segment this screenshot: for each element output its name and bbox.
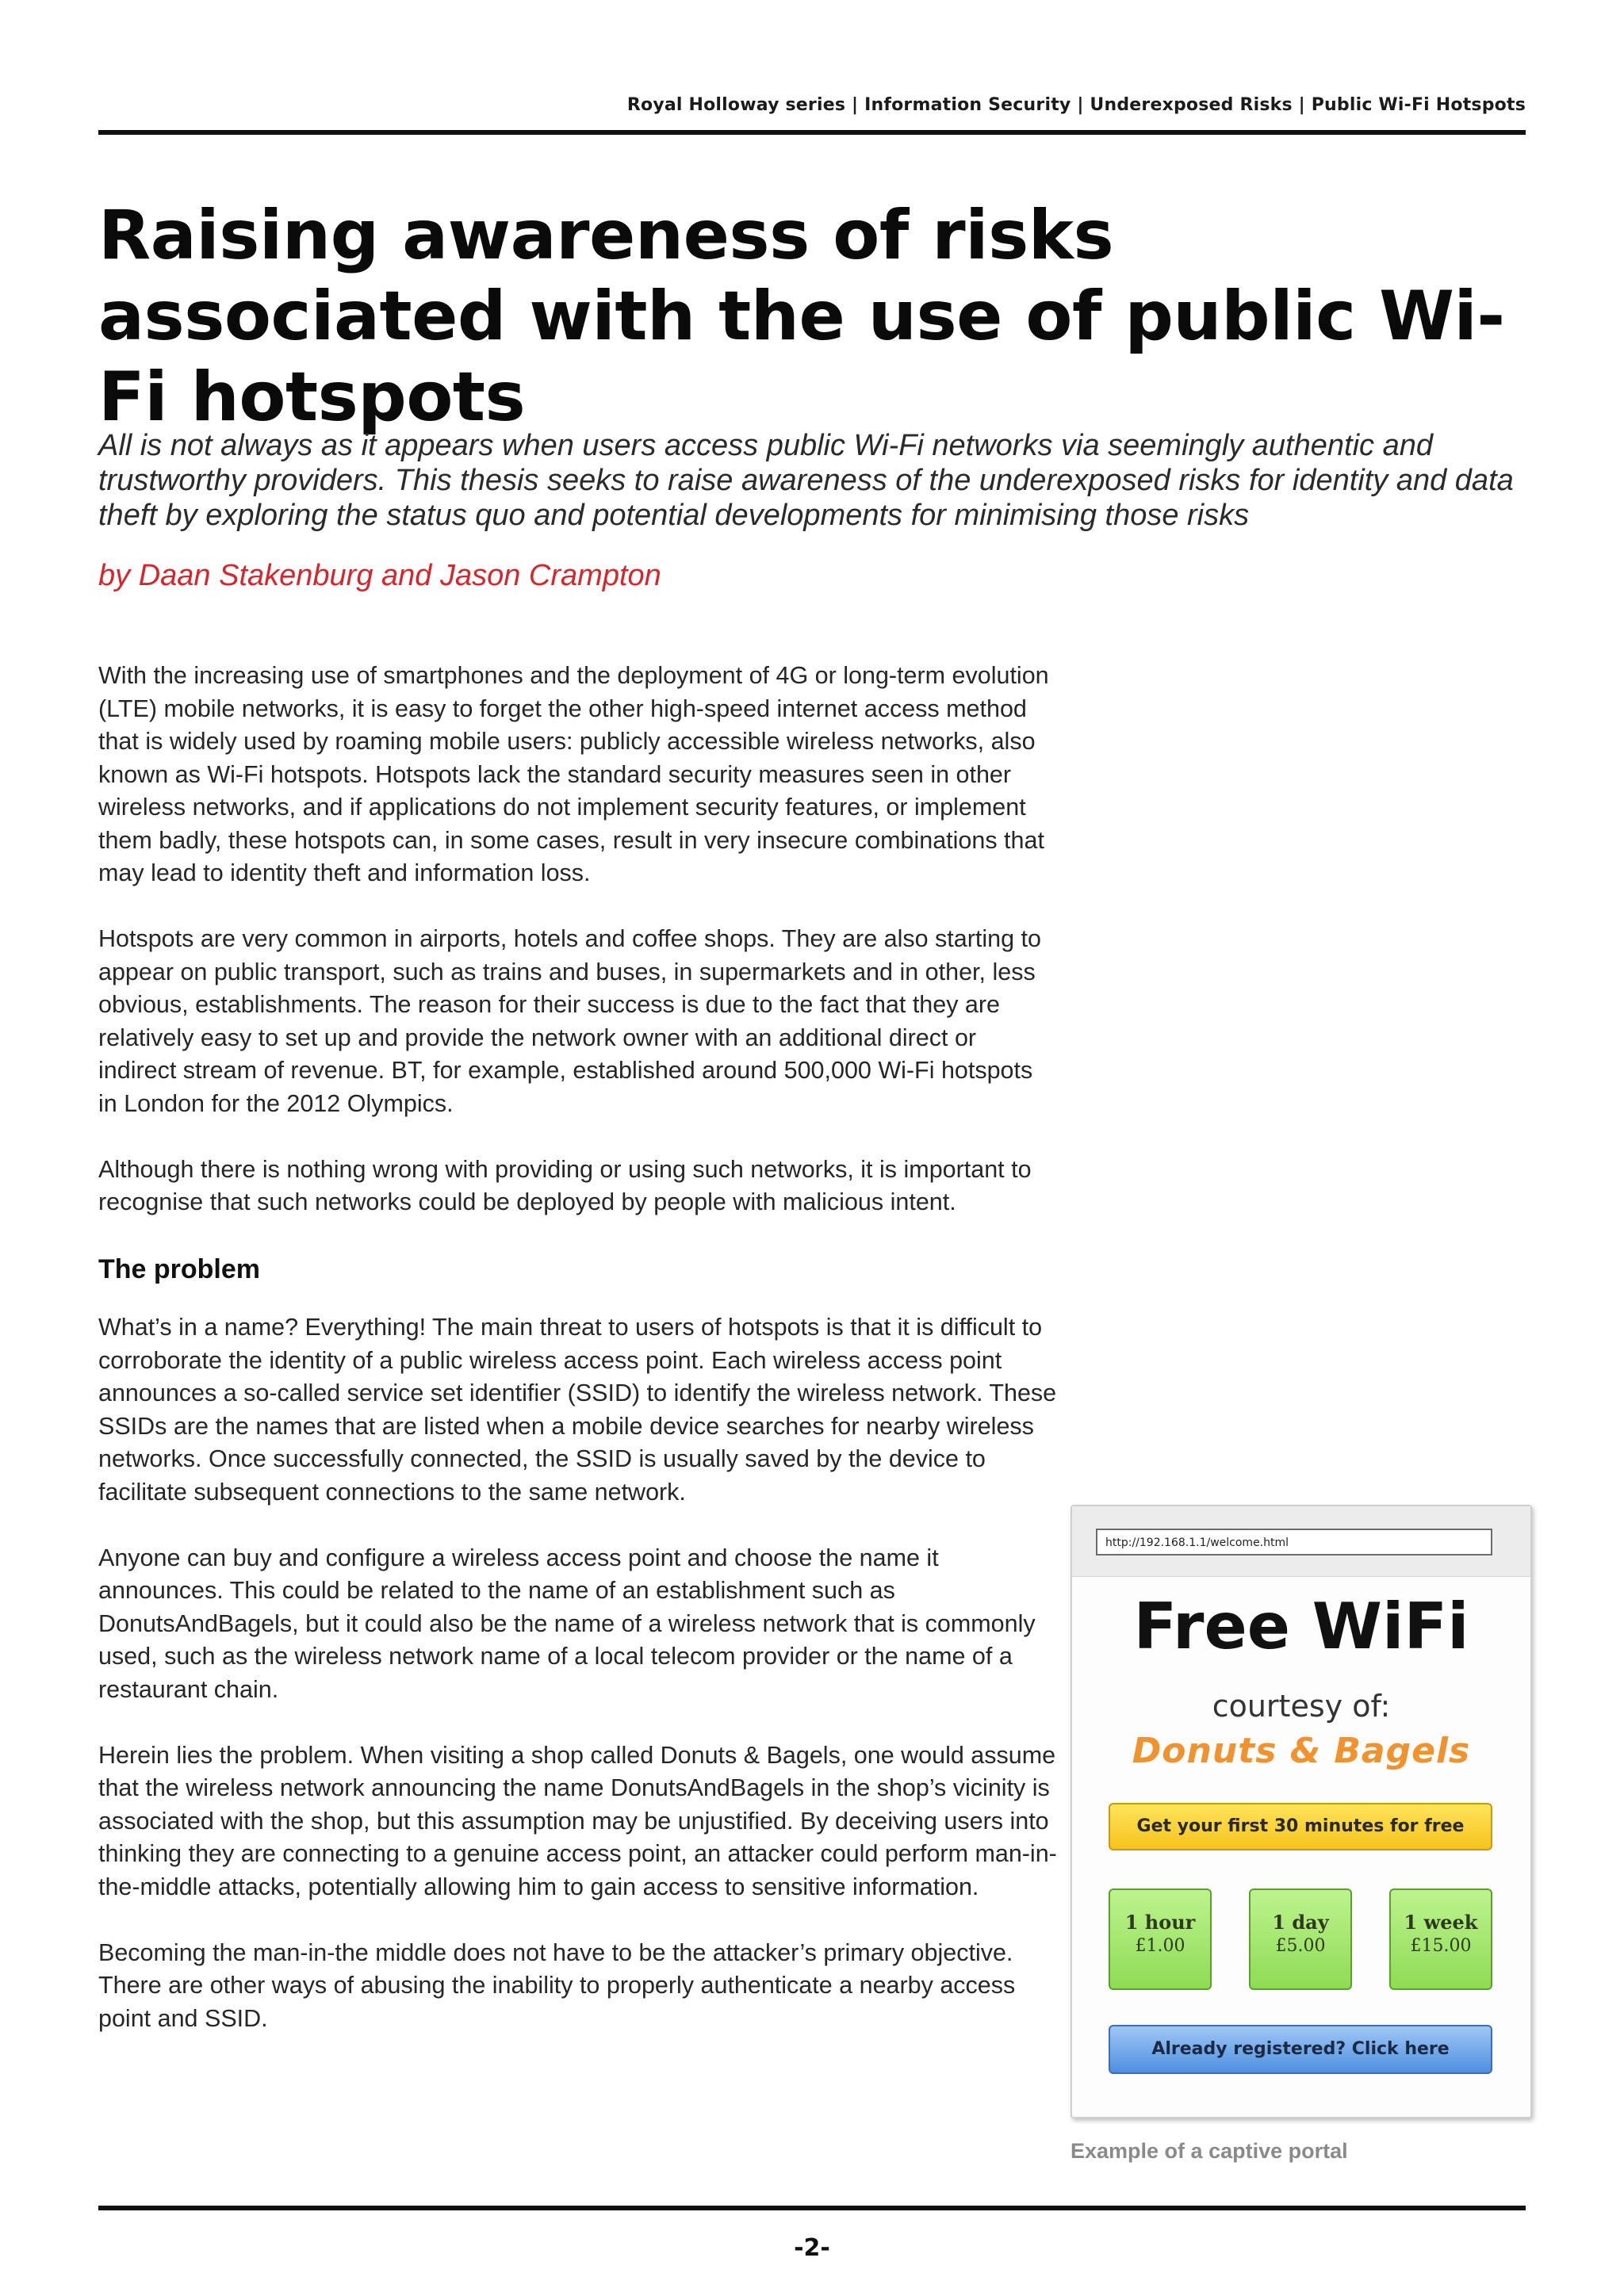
- body-paragraph: Becoming the man-in-the middle does not have to be the attacker’s primary objective. There are other ways of abusing the inability to properly authenticate a nearby access point and SSID.: [98, 1938, 1016, 2032]
- section-heading: The problem: [98, 1254, 261, 1284]
- header-rule: [98, 130, 1526, 135]
- plan-price: £15.00: [1410, 1936, 1472, 1956]
- plan-duration: 1 week: [1404, 1911, 1478, 1934]
- body-paragraph: What’s in a name? Everything! The main threat to users of hotspots is that it is difficult to corroborate the identity of a public wireless access point. Each wireless access point announces a so-called service set identifier (SSID) to identify the wireless network. These SSIDs are the names that are listed when a mobile device searches for nearby wireless networks. Once successfully connected, the SSID is usually saved by the device to facilitate subsequent connections to the same network.: [98, 1314, 1057, 1506]
- portal-browser-bar: [1072, 1506, 1530, 1577]
- portal-brand: Donuts & Bagels: [1132, 1731, 1471, 1771]
- portal-courtesy: courtesy of:: [1212, 1689, 1391, 1724]
- article-standfirst: All is not always as it appears when users access public Wi-Fi networks via seemingly authentic and trustworthy providers. This thesis seeks to raise awareness of the underexposed risks for identity and data theft by exploring the status quo and potential developments for minimising those risks: [98, 429, 1514, 532]
- portal-plan-week: [1389, 1888, 1492, 1990]
- figure-caption: Example of a captive portal: [1071, 2139, 1348, 2163]
- portal-free-button: Get your first 30 minutes for free: [1109, 1803, 1492, 1850]
- body-paragraph: Anyone can buy and configure a wireless access point and choose the name it announces. This could be related to the name of an establishment such as DonutsAndBagels, but it could also be the name of a wireless network that is commonly used, such as the wireless network name of a local telecom provider or the name of a restaurant chain.: [98, 1544, 1036, 1703]
- plan-duration: 1 day: [1272, 1911, 1329, 1934]
- portal-registered-button: Already registered? Click here: [1109, 2025, 1492, 2074]
- portal-plan-hour: [1109, 1888, 1212, 1990]
- body-paragraph: Although there is nothing wrong with providing or using such networks, it is important to recognise that such networks could be deployed by people with malicious intent.: [98, 1155, 1032, 1215]
- portal-url-field: http://192.168.1.1/welcome.html: [1096, 1529, 1492, 1556]
- body-paragraph: With the increasing use of smartphones and the deployment of 4G or long-term evolution (LTE) mobile networks, it is easy to forget the other high-speed internet access method that is widely used by roaming mobile users: publicly accessible wireless networks, also known as Wi-Fi hotspots. Hotspots lack the standard security measures seen in other wireless networks, and if applications do not implement security features, or implement them badly, these hotspots can, in some cases, result in very insecure combinations that may lead to identity theft and information loss.: [98, 662, 1049, 886]
- portal-plan-day: [1249, 1888, 1352, 1990]
- body-paragraph: Herein lies the problem. When visiting a shop called Donuts & Bagels, one would assume that the wireless network announcing the name DonutsAndBagels in the shop’s vicinity is associated with the shop, but this assumption may be unjustified. By deceiving users into thinking they are connecting to a genuine access point, an attacker could perform man-in-the-middle attacks, potentially allowing him to gain access to sensitive information.: [98, 1741, 1057, 1900]
- body-paragraph: Hotspots are very common in airports, hotels and coffee shops. They are also starting to appear on public transport, such as trains and buses, in supermarkets and in other, less obvious, establishments. The reason for their success is due to the fact that they are relatively easy to set up and provide the network owner with an additional direct or indirect stream of revenue. BT, for example, established around 500,000 Wi-Fi hotspots in London for the 2012 Olympics.: [98, 925, 1041, 1117]
- page-number: -2-: [794, 2234, 830, 2262]
- plan-duration: 1 hour: [1124, 1911, 1196, 1934]
- plan-price: £5.00: [1275, 1936, 1326, 1956]
- article-byline: by Daan Stakenburg and Jason Crampton: [98, 559, 661, 592]
- portal-headline: Free WiFi: [1133, 1590, 1469, 1663]
- plan-price: £1.00: [1135, 1936, 1185, 1956]
- running-head: Royal Holloway series | Information Security | Underexposed Risks | Public Wi-Fi Hotspots: [626, 95, 1526, 115]
- article-body: [98, 660, 1058, 2068]
- footer-rule: [98, 2206, 1526, 2210]
- captive-portal-figure: [1071, 1505, 1532, 2118]
- article-title: Raising awareness of risks associated with the use of public Wi-Fi hotspots: [98, 196, 1505, 437]
